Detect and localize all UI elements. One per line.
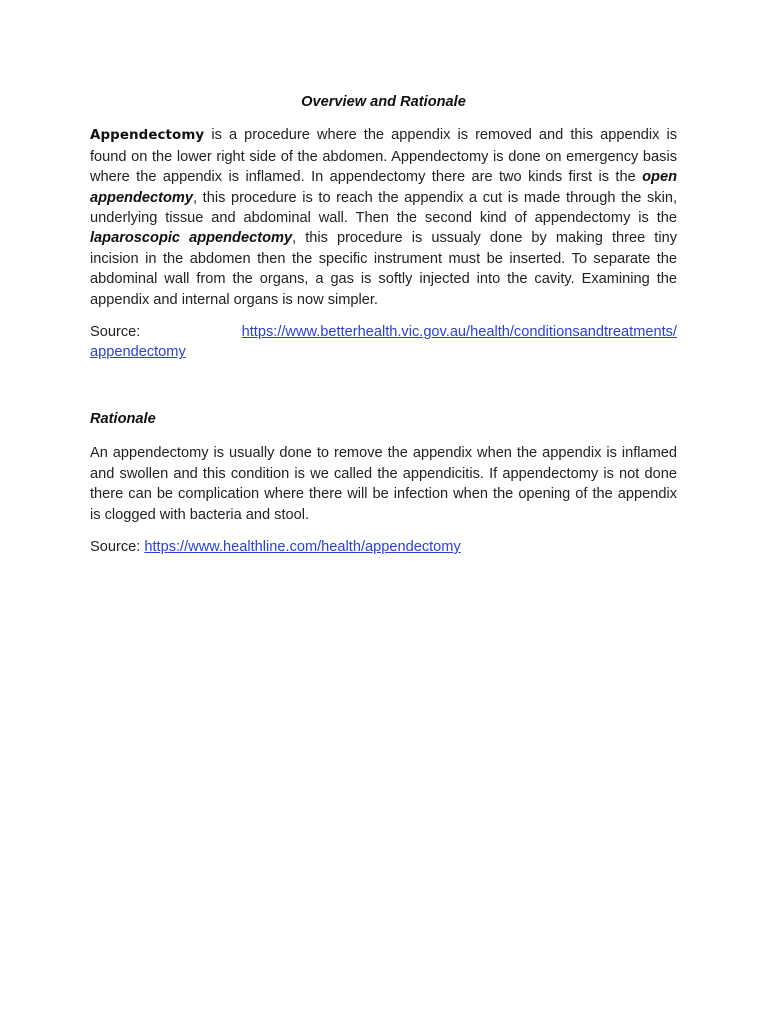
document-page: [90, 92, 677, 569]
betterhealth-link-part2[interactable]: appendectomy: [90, 344, 186, 361]
section-spacer: [90, 375, 677, 409]
overview-title: Overview and Rationale: [301, 94, 466, 110]
overview-source-label: Source:: [90, 324, 141, 341]
overview-text-a: is a procedure where the appendix is removed and this appendix is found on the lower right side of the abdomen. Appendectomy is done on emergency basis where the appendix is inflamed. In appendectomy there are two kinds first is the: [90, 127, 677, 186]
rationale-paragraph: An appendectomy is usually done to remove the appendix when the appendix is inflamed and swollen and this condition is we called the appendicitis. If appendectomy is not done there can be complication where there will be infection when the opening of the appendix is clogged with bacteria and stool.: [90, 445, 677, 523]
open-appendectomy-term: open appendectomy: [90, 169, 677, 206]
rationale-source: [90, 537, 677, 557]
laparoscopic-appendectomy-term: laparoscopic appendectomy: [90, 230, 293, 247]
overview-paragraph: [90, 125, 677, 310]
overview-source: [90, 322, 677, 363]
overview-text-b: , this procedure is to reach the appendix a cut is made through the skin, underlying tissue and abdominal wall. Then the second kind of appendectomy is the: [90, 189, 677, 227]
healthline-link[interactable]: https://www.healthline.com/health/appendectomy: [144, 538, 461, 555]
betterhealth-link-part1[interactable]: https://www.betterhealth.vic.gov.au/health/conditionsandtreatments/: [241, 324, 677, 341]
overview-text-c: , this procedure is ussualy done by making three tiny incision in the abdomen then the specific instrument must be inserted. To separate the abdominal wall from the organs, a gas is softly injected into the cavity. Examining the appendix and internal organs is now simpler.: [90, 230, 677, 308]
rationale-source-label: Source:: [90, 538, 145, 555]
rationale-title: Rationale: [90, 410, 156, 427]
appendectomy-term: Appendectomy: [90, 128, 205, 144]
